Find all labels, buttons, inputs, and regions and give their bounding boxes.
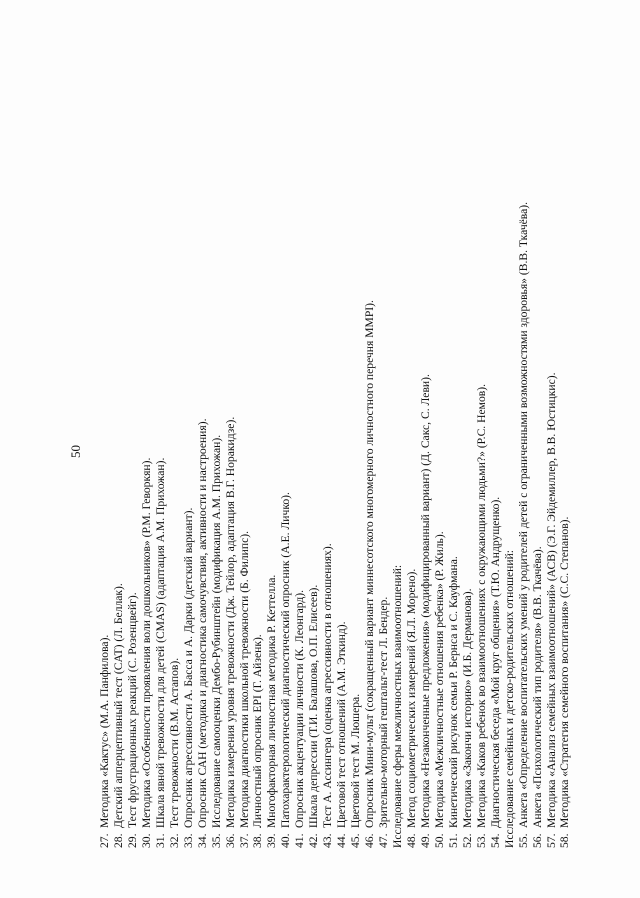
page-number: 50: [68, 445, 83, 458]
list-item: [433, 48, 447, 848]
item-number: 49.: [418, 833, 432, 848]
methods-list: [98, 48, 572, 848]
item-number: 42.: [307, 833, 321, 848]
list-item: [363, 48, 377, 848]
list-item: [224, 48, 238, 848]
item-number: 36.: [223, 833, 237, 848]
item-text: Метод социометрических измерений (Я.Л. Морено).: [404, 568, 418, 828]
rotated-content: [70, 48, 570, 848]
item-number: 38.: [251, 833, 265, 848]
item-number: 46.: [363, 833, 377, 848]
item-number: 32.: [167, 833, 181, 848]
item-number: 40.: [279, 833, 293, 848]
item-number: 56.: [530, 833, 544, 848]
item-text: Методика «Межличностные отношения ребенка» (Р. Жиль).: [432, 531, 446, 828]
item-number: 58.: [558, 833, 572, 848]
list-item: [140, 48, 154, 848]
item-text: Цветовой тест отношений (А.М. Эткинд).: [335, 621, 349, 828]
item-number: 34.: [195, 833, 209, 848]
item-text: Детский апперцептивный тест (CAT) (Л. Беллак).: [111, 583, 125, 828]
item-number: 41.: [293, 833, 307, 848]
list-item: [545, 48, 559, 848]
item-text: Патохарактерологический диагностический опросник (А.Е. Личко).: [279, 492, 293, 828]
item-text: Опросник акцентуации личности (К. Леонгард).: [293, 589, 307, 828]
item-number: 51.: [446, 833, 460, 848]
item-number: 54.: [488, 833, 502, 848]
list-item: [154, 48, 168, 848]
item-number: 43.: [321, 833, 335, 848]
item-text: Опросник Мини-мульт (сокращенный вариант миннесотского многомерного личностного перечня MMPI).: [363, 300, 377, 828]
item-text: Методика измерения уровня тревожности (Дж. Тейлор, адаптация В.Г. Норакидзе).: [223, 416, 237, 828]
list-item: [307, 48, 321, 848]
section-heading-text: Исследование сферы межличностных взаимоотношений:: [391, 564, 405, 848]
section-heading: [503, 48, 517, 848]
item-number: 53.: [474, 833, 488, 848]
item-text: Опросник САН (методика и диагностика самочувствия, активности и настроения).: [195, 418, 209, 828]
item-text: Шкала явной тревожности для детей (CMAS) (адаптация А.М. Прихожан).: [153, 457, 167, 828]
item-text: Анкета «Определение воспитательских умений у родителей детей с ограниченными возможностями здоровья» (В.В. Ткачёва).: [516, 201, 530, 828]
list-item: [419, 48, 433, 848]
item-number: 45.: [349, 833, 363, 848]
item-number: 57.: [544, 833, 558, 848]
item-text: Методика «Анализ семейных взаимоотношений» (АСВ) (Э.Г. Эйдемиллер, В.В. Юстицкис).: [544, 372, 558, 828]
item-number: 33.: [181, 833, 195, 848]
item-number: 55.: [516, 833, 530, 848]
item-text: Личностный опросник EPI (Г. Айзенк).: [251, 634, 265, 828]
list-item: [531, 48, 545, 848]
list-item: [335, 48, 349, 848]
item-text: Методика «Особенности проявления воли дошкольников» (Р.М. Геворкян).: [139, 457, 153, 828]
item-text: Диагностическая беседа «Мой круг общения» (Т.Ю. Андрущенко).: [488, 496, 502, 828]
item-number: 35.: [209, 833, 223, 848]
item-text: Многофакторная личностная методика Р. Кеттелла.: [265, 574, 279, 828]
item-text: Кинетический рисунок семьи Р. Бернса и С. Кауфмана.: [446, 556, 460, 828]
section-heading: [391, 48, 405, 848]
list-item: [238, 48, 252, 848]
item-text: Цветовой тест М. Люшера.: [349, 693, 363, 828]
list-item: [321, 48, 335, 848]
item-number: 39.: [265, 833, 279, 848]
item-number: 28.: [111, 833, 125, 848]
list-item: [293, 48, 307, 848]
item-text: Тест тревожности (В.М. Астапов).: [167, 657, 181, 828]
list-item: [279, 48, 293, 848]
item-number: 48.: [404, 833, 418, 848]
item-text: Методика «Стратегия семейного воспитания» (С.С. Степанов).: [558, 516, 572, 828]
item-number: 27.: [98, 833, 111, 848]
list-item: [405, 48, 419, 848]
item-text: Опросник агрессивности А. Басса и А. Дарки (детский вариант).: [181, 507, 195, 828]
list-item: [377, 48, 391, 848]
list-item: [265, 48, 279, 848]
item-text: Тест А. Ассингера (оценка агрессивности в отношениях).: [321, 543, 335, 828]
item-number: 30.: [139, 833, 153, 848]
list-item: [210, 48, 224, 848]
item-number: 50.: [432, 833, 446, 848]
list-item: [558, 48, 572, 848]
list-item: [447, 48, 461, 848]
list-item: [517, 48, 531, 848]
item-number: 29.: [125, 833, 139, 848]
item-text: Методика диагностики школьной тревожности (Б. Филипс).: [237, 531, 251, 828]
item-number: 52.: [460, 833, 474, 848]
list-item: [349, 48, 363, 848]
list-item: [182, 48, 196, 848]
list-item: [461, 48, 475, 848]
item-text: Исследование самооценки Дембо-Рубинштейн (модификация А.М. Прихожан).: [209, 434, 223, 828]
item-number: 37.: [237, 833, 251, 848]
item-number: 44.: [335, 833, 349, 848]
item-text: Анкета «Психологический тип родителя» (В.В. Ткачёва).: [530, 546, 544, 828]
list-item: [196, 48, 210, 848]
section-heading-text: Исследование семейных и детско-родительских отношений:: [502, 549, 516, 848]
item-number: 31.: [153, 833, 167, 848]
item-text: Методика «Незаконченные предложения» (модифицированный вариант) (Д. Сакс, С. Леви).: [418, 374, 432, 828]
item-text: Зрительно-моторный гештальт-тест Л. Бендер.: [377, 596, 391, 828]
list-item: [168, 48, 182, 848]
item-text: Тест фрустрационных реакций (С. Розенцвейг).: [125, 592, 139, 828]
list-item: [489, 48, 503, 848]
item-number: 47.: [377, 833, 391, 848]
item-text: Методика «Закончи историю» (И.Б. Дерманова).: [460, 588, 474, 828]
item-text: Шкала депрессии (Т.И. Балашова, О.П. Елисеев).: [307, 584, 321, 828]
list-item: [112, 48, 126, 848]
item-text: Методика «Каков ребенок во взаимоотношениях с окружающими людьми?» (Р.С. Немов).: [474, 384, 488, 828]
list-item: [251, 48, 265, 848]
item-text: Методика «Кактус» (М.А. Панфилова).: [98, 634, 111, 828]
list-item: [98, 48, 112, 848]
list-item: [126, 48, 140, 848]
list-item: [475, 48, 489, 848]
